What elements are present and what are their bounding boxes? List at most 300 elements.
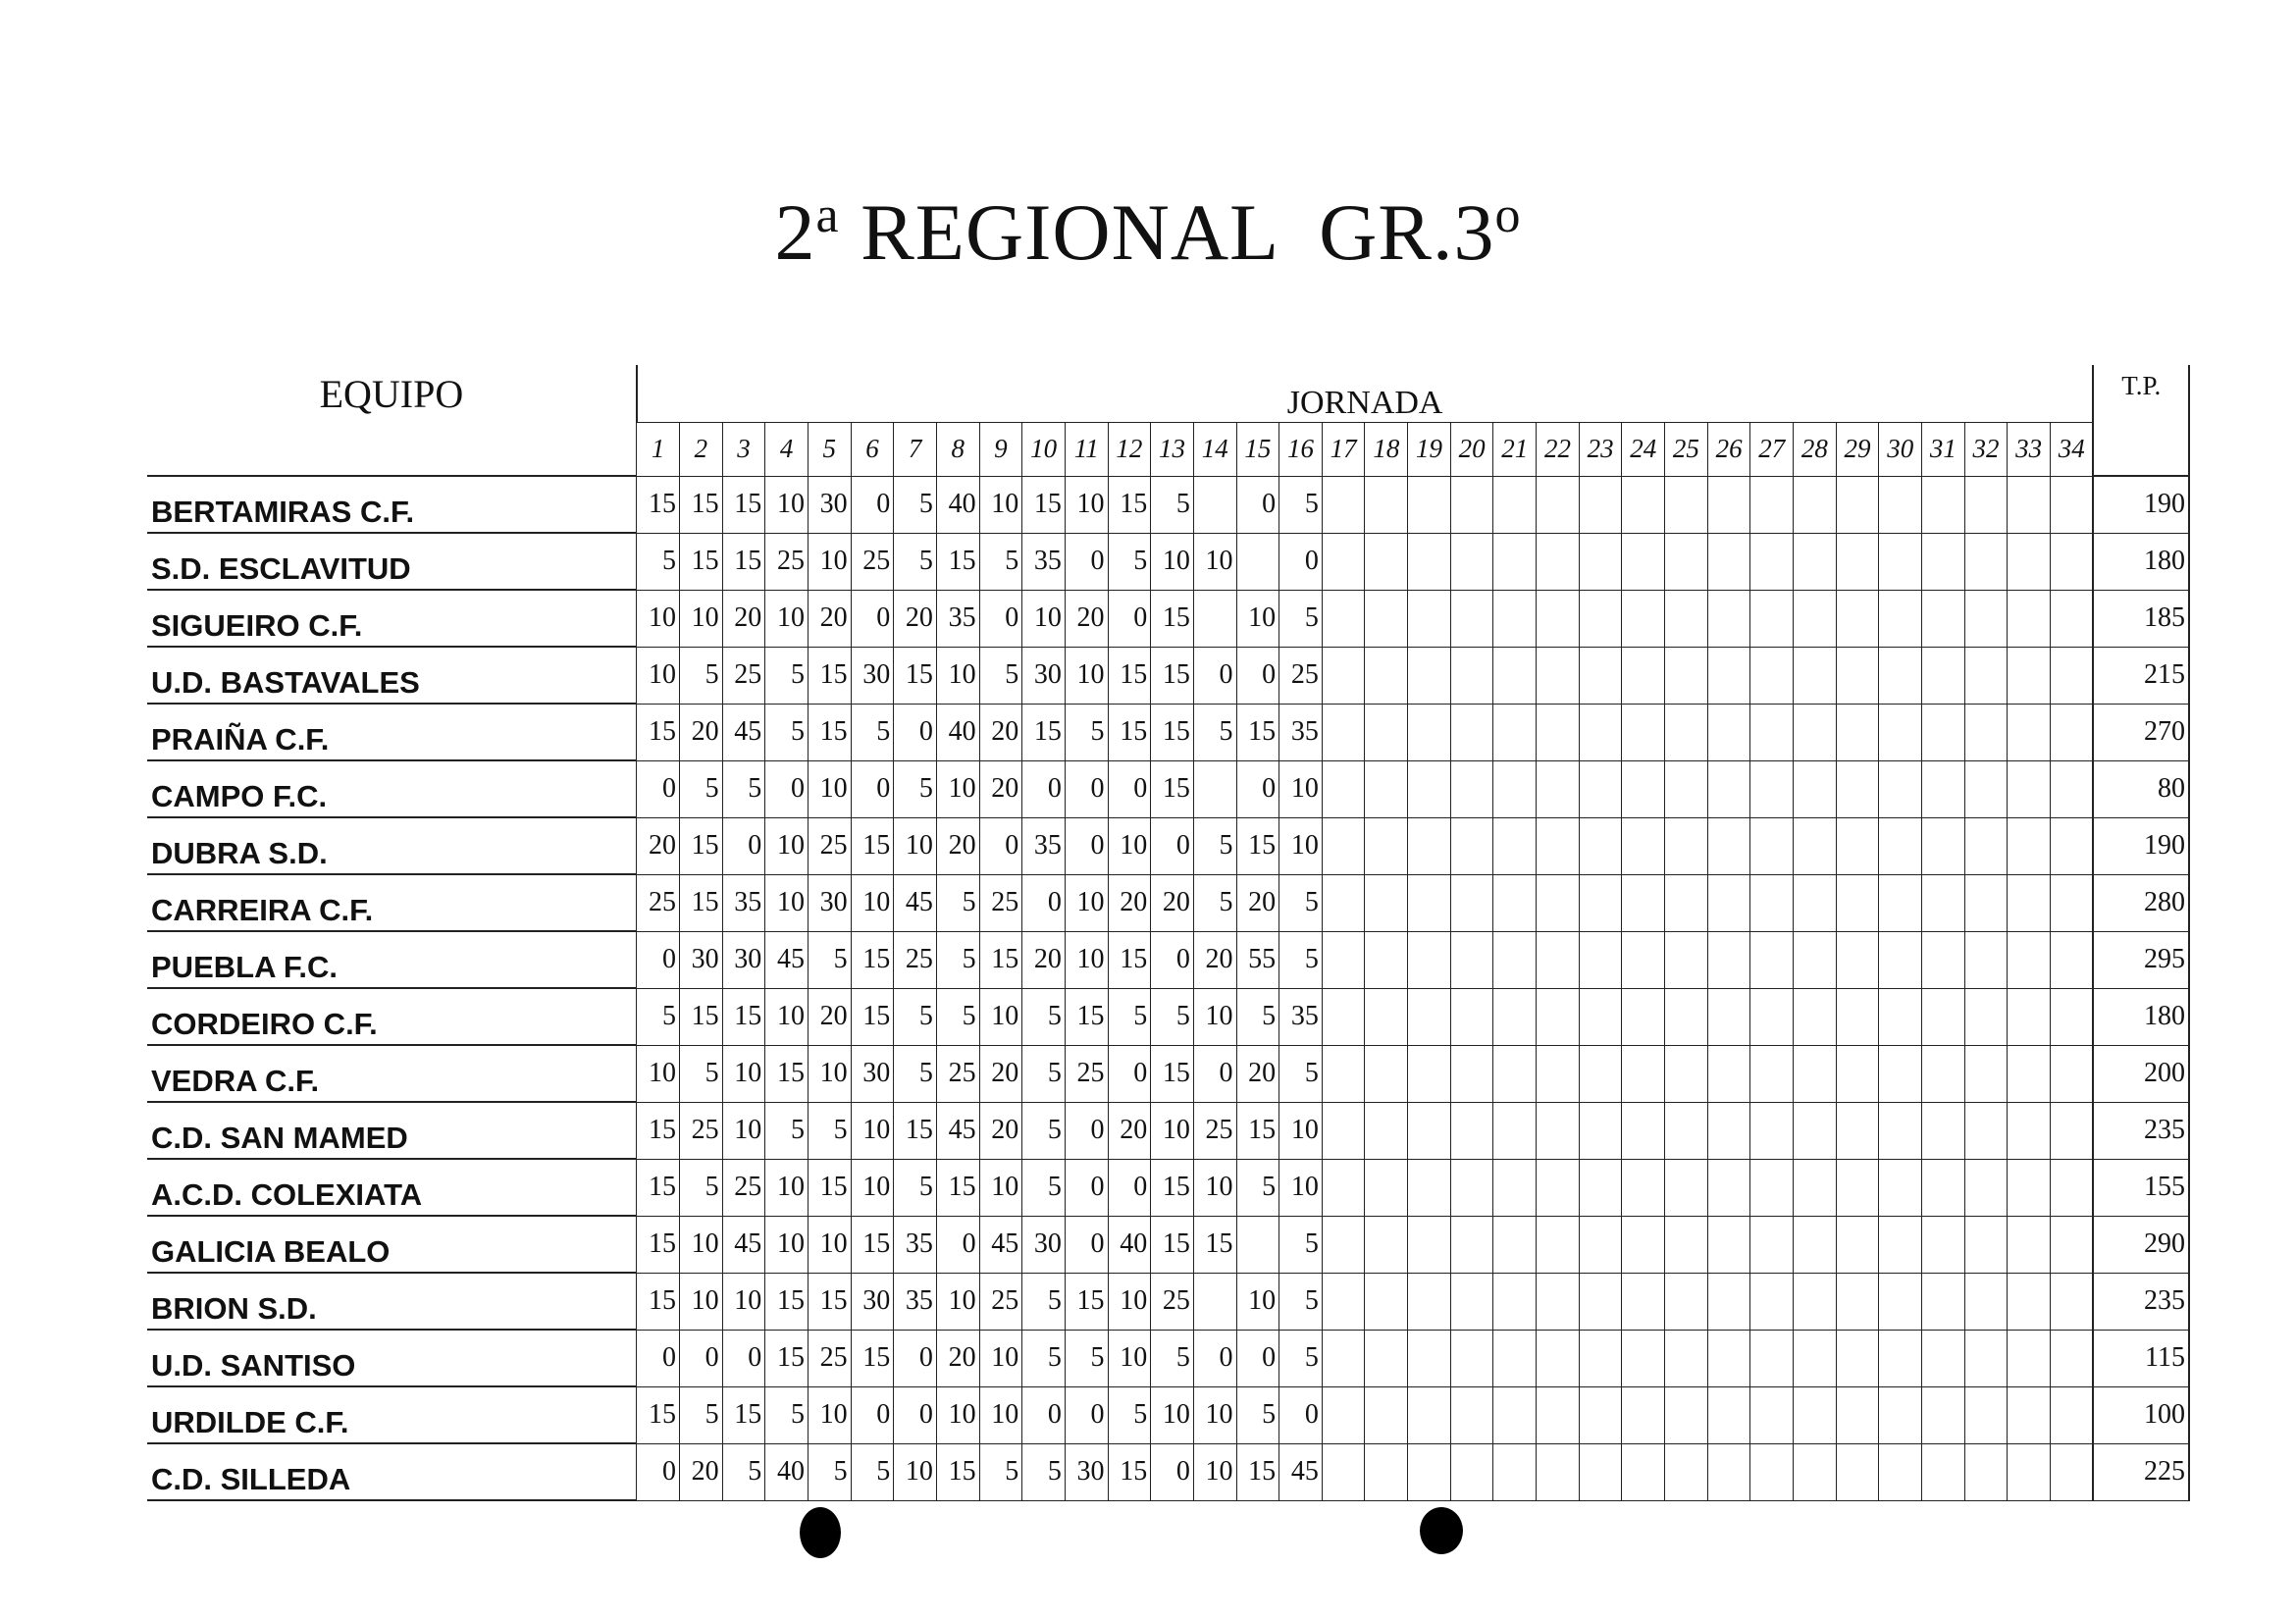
score-cell: 15 — [637, 1386, 680, 1443]
score-cell — [1365, 1102, 1408, 1159]
score-cell: 0 — [1065, 1159, 1108, 1216]
score-cell — [1322, 817, 1365, 874]
score-cell — [1537, 1159, 1580, 1216]
score-cell: 0 — [1108, 760, 1151, 817]
score-cell: 10 — [808, 1216, 851, 1273]
score-cell: 15 — [722, 533, 765, 590]
score-cell — [1408, 1159, 1451, 1216]
score-cell: 35 — [894, 1216, 937, 1273]
round-number-header: 34 — [2050, 422, 2093, 476]
score-cell: 10 — [979, 476, 1022, 533]
score-cell: 45 — [936, 1102, 979, 1159]
score-cell: 5 — [679, 1386, 722, 1443]
score-cell — [1322, 1386, 1365, 1443]
score-cell — [1750, 817, 1794, 874]
table-row — [147, 1216, 2189, 1273]
score-cell — [1450, 1386, 1493, 1443]
score-cell — [1707, 817, 1750, 874]
score-cell — [1579, 1216, 1622, 1273]
score-cell — [1665, 1443, 1708, 1500]
score-cell: 30 — [1022, 647, 1066, 704]
score-cell — [1794, 1386, 1837, 1443]
score-cell — [1579, 760, 1622, 817]
score-cell — [1537, 1273, 1580, 1330]
score-cell: 0 — [1151, 931, 1194, 988]
score-cell — [1879, 817, 1922, 874]
score-cell — [1579, 1273, 1622, 1330]
score-cell — [1707, 533, 1750, 590]
score-cell: 20 — [1151, 874, 1194, 931]
score-table — [147, 365, 2190, 1501]
score-cell: 15 — [1236, 1102, 1279, 1159]
score-cell: 30 — [808, 874, 851, 931]
score-cell — [1537, 988, 1580, 1045]
score-cell: 15 — [637, 1102, 680, 1159]
score-cell: 15 — [1065, 988, 1108, 1045]
score-cell: 30 — [1065, 1443, 1108, 1500]
score-cell — [1365, 931, 1408, 988]
score-cell — [1794, 533, 1837, 590]
column-header-jornada: JORNADA — [637, 365, 2094, 422]
score-cell — [1537, 476, 1580, 533]
score-cell: 5 — [1279, 874, 1323, 931]
score-cell: 5 — [1279, 1216, 1323, 1273]
score-cell — [1836, 647, 1879, 704]
table-row — [147, 1045, 2189, 1102]
round-number-header: 9 — [979, 422, 1022, 476]
score-cell — [1450, 476, 1493, 533]
score-cell — [1450, 1330, 1493, 1386]
score-cell: 10 — [1151, 533, 1194, 590]
total-points-cell: 295 — [2093, 931, 2189, 988]
score-cell — [1665, 1330, 1708, 1386]
column-header-team: EQUIPO — [147, 365, 637, 476]
round-number-header: 28 — [1794, 422, 1837, 476]
score-cell: 10 — [722, 1102, 765, 1159]
score-cell — [1579, 704, 1622, 760]
score-cell: 10 — [1108, 1330, 1151, 1386]
score-cell: 5 — [1236, 1159, 1279, 1216]
score-cell — [2008, 1330, 2051, 1386]
team-name: BRION S.D. — [147, 1273, 637, 1330]
score-cell — [2008, 1386, 2051, 1443]
score-cell — [1750, 1330, 1794, 1386]
table-row — [147, 1273, 2189, 1330]
round-number-header: 29 — [1836, 422, 1879, 476]
score-cell — [1922, 1386, 1965, 1443]
score-cell — [1750, 647, 1794, 704]
score-cell — [1707, 1330, 1750, 1386]
score-cell: 10 — [1151, 1102, 1194, 1159]
score-cell: 25 — [765, 533, 809, 590]
score-cell — [1750, 1102, 1794, 1159]
score-cell — [1322, 760, 1365, 817]
score-cell: 15 — [679, 476, 722, 533]
score-cell — [1794, 931, 1837, 988]
score-cell — [1879, 1273, 1922, 1330]
score-cell — [1964, 476, 2008, 533]
score-cell — [1922, 704, 1965, 760]
score-cell — [1579, 476, 1622, 533]
title-sup-degree: o — [1494, 187, 1522, 243]
score-cell — [1322, 533, 1365, 590]
table-row — [147, 647, 2189, 704]
score-cell — [1836, 590, 1879, 647]
score-cell — [1922, 1045, 1965, 1102]
score-cell — [2050, 760, 2093, 817]
score-cell — [1964, 1159, 2008, 1216]
score-cell — [1707, 1045, 1750, 1102]
score-cell — [1408, 1273, 1451, 1330]
score-cell — [1365, 760, 1408, 817]
score-cell — [1879, 704, 1922, 760]
score-cell — [1836, 476, 1879, 533]
score-cell — [1665, 760, 1708, 817]
score-cell: 5 — [979, 1443, 1022, 1500]
score-cell: 0 — [979, 817, 1022, 874]
score-cell: 15 — [851, 1330, 894, 1386]
score-cell: 20 — [979, 1045, 1022, 1102]
score-cell: 30 — [851, 1045, 894, 1102]
score-cell: 15 — [679, 988, 722, 1045]
score-cell — [1836, 1273, 1879, 1330]
table-row — [147, 817, 2189, 874]
score-cell: 0 — [1236, 476, 1279, 533]
score-cell: 0 — [1151, 817, 1194, 874]
score-cell: 0 — [1065, 760, 1108, 817]
score-cell — [2050, 931, 2093, 988]
score-cell — [1750, 1273, 1794, 1330]
score-cell — [1665, 817, 1708, 874]
score-cell — [1879, 533, 1922, 590]
score-cell: 5 — [851, 704, 894, 760]
score-cell — [1879, 988, 1922, 1045]
score-cell: 5 — [1193, 704, 1236, 760]
round-number-header: 33 — [2008, 422, 2051, 476]
round-number-header: 2 — [679, 422, 722, 476]
score-cell — [1365, 1443, 1408, 1500]
table-row — [147, 704, 2189, 760]
score-cell — [2050, 1102, 2093, 1159]
score-cell — [1493, 476, 1537, 533]
score-cell — [2008, 704, 2051, 760]
score-cell — [1579, 1330, 1622, 1386]
team-name: C.D. SILLEDA — [147, 1443, 637, 1500]
score-cell: 15 — [1151, 1159, 1194, 1216]
score-cell: 20 — [722, 590, 765, 647]
score-cell — [1322, 647, 1365, 704]
score-cell: 25 — [637, 874, 680, 931]
score-cell: 20 — [894, 590, 937, 647]
score-cell: 5 — [1193, 817, 1236, 874]
score-cell — [1794, 1045, 1837, 1102]
score-cell: 5 — [979, 533, 1022, 590]
score-cell — [1707, 1273, 1750, 1330]
score-cell: 20 — [936, 1330, 979, 1386]
score-cell: 20 — [979, 1102, 1022, 1159]
score-cell — [1794, 817, 1837, 874]
score-cell — [1922, 476, 1965, 533]
score-cell — [1794, 647, 1837, 704]
round-number-header: 19 — [1408, 422, 1451, 476]
score-cell: 0 — [1236, 760, 1279, 817]
score-cell: 10 — [808, 1045, 851, 1102]
total-points-cell: 190 — [2093, 476, 2189, 533]
score-cell — [1922, 760, 1965, 817]
score-cell — [1707, 1102, 1750, 1159]
team-name: C.D. SAN MAMED — [147, 1102, 637, 1159]
score-cell: 5 — [722, 760, 765, 817]
score-cell — [2050, 647, 2093, 704]
score-cell: 15 — [808, 704, 851, 760]
score-cell — [1493, 931, 1537, 988]
score-cell — [1750, 533, 1794, 590]
score-cell — [1964, 590, 2008, 647]
score-cell: 10 — [1193, 988, 1236, 1045]
score-cell — [1964, 760, 2008, 817]
score-cell — [2008, 1159, 2051, 1216]
score-cell — [1622, 1102, 1665, 1159]
score-cell: 5 — [808, 931, 851, 988]
score-cell — [1665, 1102, 1708, 1159]
score-cell: 10 — [765, 590, 809, 647]
score-cell — [1750, 590, 1794, 647]
score-cell — [2050, 988, 2093, 1045]
score-cell — [2008, 1045, 2051, 1102]
score-cell — [1450, 874, 1493, 931]
team-name: S.D. ESCLAVITUD — [147, 533, 637, 590]
score-cell: 0 — [1065, 533, 1108, 590]
score-cell: 15 — [851, 1216, 894, 1273]
score-cell: 15 — [1108, 647, 1151, 704]
score-cell: 30 — [1022, 1216, 1066, 1273]
score-cell: 15 — [1151, 1216, 1194, 1273]
total-points-cell: 235 — [2093, 1102, 2189, 1159]
score-cell: 10 — [1108, 817, 1151, 874]
round-number-header: 12 — [1108, 422, 1151, 476]
score-cell — [1622, 533, 1665, 590]
score-cell: 5 — [637, 533, 680, 590]
score-cell — [1750, 1386, 1794, 1443]
score-cell — [2008, 988, 2051, 1045]
score-cell: 15 — [1236, 1443, 1279, 1500]
score-cell — [1579, 647, 1622, 704]
total-points-cell: 185 — [2093, 590, 2189, 647]
score-cell — [1579, 931, 1622, 988]
score-cell — [1365, 988, 1408, 1045]
team-name: CORDEIRO C.F. — [147, 988, 637, 1045]
score-cell: 0 — [1193, 647, 1236, 704]
round-number-header: 26 — [1707, 422, 1750, 476]
table-row — [147, 533, 2189, 590]
score-cell — [1322, 1330, 1365, 1386]
score-cell — [1493, 1386, 1537, 1443]
score-cell — [1450, 931, 1493, 988]
score-cell: 0 — [1151, 1443, 1194, 1500]
score-cell — [1836, 1330, 1879, 1386]
score-cell — [1707, 590, 1750, 647]
score-cell: 5 — [1279, 1330, 1323, 1386]
score-cell — [1493, 1273, 1537, 1330]
score-cell: 5 — [1065, 704, 1108, 760]
score-cell — [2050, 817, 2093, 874]
score-cell — [1622, 1386, 1665, 1443]
score-cell — [1665, 988, 1708, 1045]
score-cell: 10 — [637, 590, 680, 647]
round-number-header: 25 — [1665, 422, 1708, 476]
score-cell: 25 — [1193, 1102, 1236, 1159]
score-cell: 5 — [894, 476, 937, 533]
table-row — [147, 1386, 2189, 1443]
score-cell: 20 — [1236, 1045, 1279, 1102]
score-cell — [1794, 590, 1837, 647]
score-cell: 5 — [1151, 1330, 1194, 1386]
score-cell: 25 — [1065, 1045, 1108, 1102]
round-number-header: 11 — [1065, 422, 1108, 476]
score-cell: 15 — [1151, 1045, 1194, 1102]
score-cell — [1365, 1386, 1408, 1443]
score-cell — [1493, 647, 1537, 704]
score-cell: 10 — [1193, 1159, 1236, 1216]
score-cell: 10 — [1279, 760, 1323, 817]
score-cell: 0 — [1193, 1330, 1236, 1386]
total-points-cell: 235 — [2093, 1273, 2189, 1330]
score-cell — [1879, 476, 1922, 533]
round-number-header: 14 — [1193, 422, 1236, 476]
score-cell — [1450, 704, 1493, 760]
team-name: PUEBLA F.C. — [147, 931, 637, 988]
score-cell — [1493, 988, 1537, 1045]
score-cell — [1322, 988, 1365, 1045]
score-cell: 20 — [1065, 590, 1108, 647]
score-cell — [1622, 1045, 1665, 1102]
score-cell — [1794, 1330, 1837, 1386]
score-cell — [1964, 1102, 2008, 1159]
score-cell: 10 — [979, 1159, 1022, 1216]
score-cell — [1622, 1443, 1665, 1500]
score-cell — [1537, 533, 1580, 590]
score-cell: 45 — [979, 1216, 1022, 1273]
score-cell — [1365, 1045, 1408, 1102]
score-cell — [1964, 533, 2008, 590]
score-cell — [1922, 817, 1965, 874]
score-cell — [1408, 874, 1451, 931]
round-number-header: 31 — [1922, 422, 1965, 476]
score-cell: 5 — [894, 760, 937, 817]
score-cell — [1365, 590, 1408, 647]
score-cell: 15 — [1151, 760, 1194, 817]
score-cell — [1750, 1159, 1794, 1216]
score-cell — [2050, 1045, 2093, 1102]
score-cell: 15 — [1236, 704, 1279, 760]
score-cell — [1879, 590, 1922, 647]
score-cell — [1450, 760, 1493, 817]
score-cell — [1365, 1273, 1408, 1330]
score-cell — [1964, 1386, 2008, 1443]
score-cell — [1922, 931, 1965, 988]
team-name: CARREIRA C.F. — [147, 874, 637, 931]
score-cell — [1836, 1045, 1879, 1102]
score-cell — [1408, 931, 1451, 988]
score-cell: 0 — [765, 760, 809, 817]
score-cell — [1750, 1216, 1794, 1273]
score-cell — [1836, 533, 1879, 590]
score-cell: 15 — [851, 988, 894, 1045]
score-cell: 5 — [1193, 874, 1236, 931]
score-cell: 30 — [679, 931, 722, 988]
score-cell — [1322, 874, 1365, 931]
score-cell: 40 — [765, 1443, 809, 1500]
score-cell — [1794, 988, 1837, 1045]
score-cell: 45 — [1279, 1443, 1323, 1500]
score-cell — [1794, 476, 1837, 533]
score-cell — [1794, 1216, 1837, 1273]
score-cell — [1665, 533, 1708, 590]
score-cell — [1622, 476, 1665, 533]
score-cell: 0 — [1193, 1045, 1236, 1102]
score-cell: 10 — [679, 1216, 722, 1273]
total-points-cell: 215 — [2093, 647, 2189, 704]
score-cell: 10 — [1065, 476, 1108, 533]
score-cell — [1964, 1045, 2008, 1102]
score-cell — [1707, 1216, 1750, 1273]
total-points-cell: 155 — [2093, 1159, 2189, 1216]
score-cell: 10 — [1065, 647, 1108, 704]
score-cell: 15 — [1151, 590, 1194, 647]
score-cell — [1879, 931, 1922, 988]
score-cell — [1707, 476, 1750, 533]
score-cell: 15 — [936, 1159, 979, 1216]
score-cell: 5 — [851, 1443, 894, 1500]
score-cell — [1322, 931, 1365, 988]
score-cell — [1750, 1045, 1794, 1102]
score-cell: 10 — [894, 817, 937, 874]
score-cell — [1665, 931, 1708, 988]
score-cell: 20 — [1236, 874, 1279, 931]
score-cell — [1665, 1045, 1708, 1102]
page-title — [0, 186, 2296, 279]
score-cell: 0 — [1108, 590, 1151, 647]
score-cell: 0 — [894, 1330, 937, 1386]
score-cell: 5 — [1108, 1386, 1151, 1443]
score-cell — [1794, 874, 1837, 931]
score-cell — [1537, 704, 1580, 760]
score-cell: 5 — [1022, 1102, 1066, 1159]
score-cell — [1408, 760, 1451, 817]
score-cell: 5 — [936, 988, 979, 1045]
score-cell — [1836, 874, 1879, 931]
round-number-header: 6 — [851, 422, 894, 476]
score-cell: 25 — [1279, 647, 1323, 704]
score-cell: 0 — [1108, 1045, 1151, 1102]
score-cell — [1450, 590, 1493, 647]
score-cell — [1622, 1330, 1665, 1386]
team-name: DUBRA S.D. — [147, 817, 637, 874]
score-cell — [1665, 1159, 1708, 1216]
score-cell: 5 — [679, 1159, 722, 1216]
score-cell: 15 — [894, 647, 937, 704]
score-cell: 0 — [894, 1386, 937, 1443]
title-main: 2 — [774, 187, 816, 277]
score-cell — [1836, 1443, 1879, 1500]
punch-hole-left — [800, 1507, 841, 1558]
team-name: U.D. BASTAVALES — [147, 647, 637, 704]
score-cell — [1879, 1159, 1922, 1216]
score-cell: 25 — [722, 1159, 765, 1216]
score-cell — [1836, 988, 1879, 1045]
score-cell — [1579, 988, 1622, 1045]
score-cell — [1408, 1386, 1451, 1443]
